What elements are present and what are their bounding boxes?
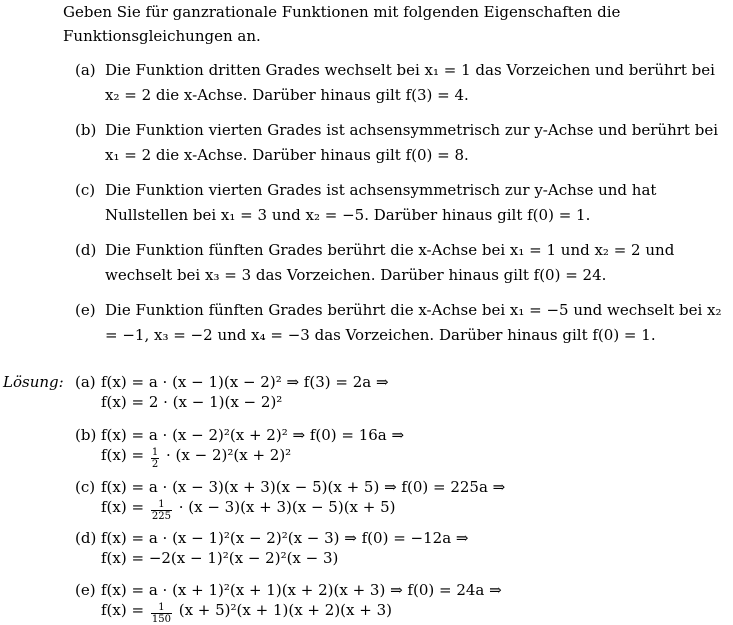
fraction — [151, 447, 159, 470]
solution-label: (d) — [75, 529, 97, 547]
fraction-numerator: 1 — [151, 499, 172, 511]
task-label: (a) — [75, 61, 96, 79]
task-d — [63, 238, 733, 288]
task-list — [63, 58, 733, 358]
task-b — [63, 118, 733, 168]
solution-c — [63, 477, 733, 522]
fraction-numerator: 1 — [151, 447, 159, 458]
exercise-intro: Geben Sie für ganzrationale Funktionen mit folgenden Eigenschaften die Funktionsgleichungen an. — [63, 3, 621, 45]
solution-suffix: (x + 5)²(x + 1)(x + 2)(x + 3) — [178, 601, 392, 619]
solution-line-1: f(x) = a · (x − 2)²(x + 2)² ⇒ f(0) = 16a ⇒ — [101, 426, 405, 444]
task-label: (b) — [75, 121, 97, 139]
solution-line-2 — [63, 497, 733, 522]
solution-label: (e) — [75, 581, 96, 599]
task-text: Die Funktion fünften Grades berührt die x-Achse bei x₁ = 1 und x₂ = 2 und wechselt bei x₃ = 3 das Vorzeichen. Darüber hinaus gilt f(0) = 24. — [105, 241, 675, 284]
task-c — [63, 178, 733, 228]
solution-d — [63, 528, 733, 568]
task-text: Die Funktion dritten Grades wechselt bei x₁ = 1 das Vorzeichen und berührt bei x₂ = 2 die x-Achse. Darüber hinaus gilt f(3) = 4. — [105, 61, 715, 104]
task-a — [63, 58, 733, 108]
solution-suffix: · (x − 2)²(x + 2)² — [166, 446, 292, 464]
solution-suffix: · (x − 3)(x + 3)(x − 5)(x + 5) — [178, 498, 396, 516]
solution-line-2 — [63, 445, 733, 470]
solution-line-1: f(x) = a · (x − 3)(x + 3)(x − 5)(x + 5) ⇒ f(0) = 225a ⇒ — [101, 478, 506, 496]
solution-prefix: f(x) = — [101, 498, 145, 516]
solution-label: (c) — [75, 478, 96, 496]
fraction-numerator: 1 — [151, 602, 172, 614]
solution-line-2: f(x) = −2(x − 1)²(x − 2)²(x − 3) — [101, 549, 339, 567]
solution-label: (b) — [75, 426, 97, 444]
task-label: (e) — [75, 301, 96, 319]
solution-label: (a) — [75, 373, 96, 391]
solution-line-2: f(x) = 2 · (x − 1)(x − 2)² — [101, 393, 283, 411]
task-text: Die Funktion vierten Grades ist achsensymmetrisch zur y-Achse und berührt bei x₁ = 2 die x-Achse. Darüber hinaus gilt f(0) = 8. — [105, 121, 719, 164]
solution-line-2 — [63, 600, 733, 625]
solution-a — [63, 372, 733, 412]
task-text: Die Funktion vierten Grades ist achsensymmetrisch zur y-Achse und hat Nullstellen bei x₁ = 3 und x₂ = −5. Darüber hinaus gilt f(0) = 1. — [105, 181, 657, 224]
solution-b — [63, 425, 733, 470]
task-label: (c) — [75, 181, 96, 199]
task-label: (d) — [75, 241, 97, 259]
solution-prefix: f(x) = — [101, 601, 145, 619]
solution-e — [63, 580, 733, 625]
solution-prefix: f(x) = — [101, 446, 145, 464]
fraction-denominator: 225 — [151, 511, 171, 522]
task-text: Die Funktion fünften Grades berührt die x-Achse bei x₁ = −5 und wechselt bei x₂ = −1, x₃ = −2 und x₄ = −3 das Vorzeichen. Darüber hinaus gilt f(0) = 1. — [105, 301, 722, 344]
fraction — [151, 499, 172, 522]
fraction-denominator: 150 — [151, 614, 171, 625]
task-e — [63, 298, 733, 348]
solution-line-1: f(x) = a · (x − 1)²(x − 2)²(x − 3) ⇒ f(0) = −12a ⇒ — [101, 529, 469, 547]
solution-heading: Lösung: — [3, 373, 64, 391]
solution-line-1: f(x) = a · (x − 1)(x − 2)² ⇒ f(3) = 2a ⇒ — [101, 373, 389, 391]
solution-line-1: f(x) = a · (x + 1)²(x + 1)(x + 2)(x + 3) ⇒ f(0) = 24a ⇒ — [101, 581, 502, 599]
fraction-denominator: 2 — [151, 459, 159, 470]
